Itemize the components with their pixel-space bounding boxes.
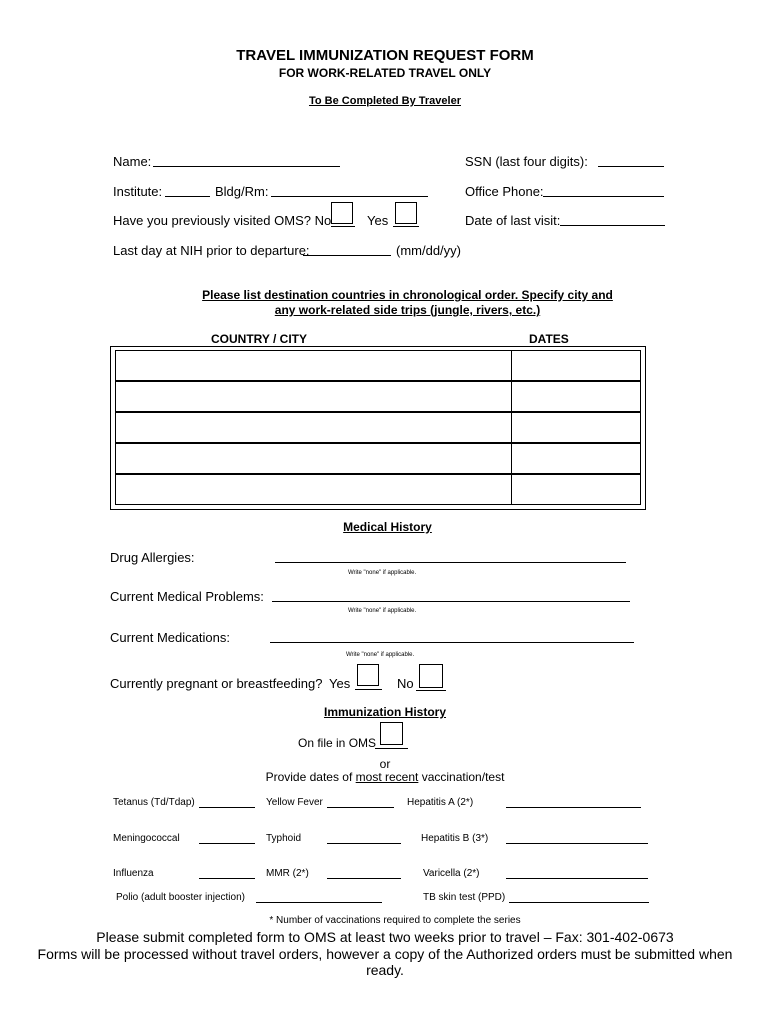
dates-cell[interactable] [511, 382, 640, 411]
table-row [115, 350, 641, 381]
provide-dates-label [0, 770, 770, 784]
last-visit-field[interactable] [560, 225, 665, 226]
destinations-instruction-2: any work-related side trips (jungle, rivers, etc.) [274, 303, 541, 317]
date-format-hint: (mm/dd/yy) [396, 243, 461, 258]
provide-emphasis: most recent [355, 770, 419, 784]
meningococcal-date-field[interactable] [199, 843, 255, 844]
medications-none-hint: Write "none" if applicable. [346, 652, 415, 658]
yellow-fever-label: Yellow Fever [266, 797, 323, 808]
institute-label: Institute: [113, 184, 163, 199]
varicella-date-field[interactable] [506, 878, 648, 879]
country-city-cell[interactable] [116, 444, 510, 473]
influenza-date-field[interactable] [199, 878, 255, 879]
country-city-cell[interactable] [116, 413, 510, 442]
form-title: TRAVEL IMMUNIZATION REQUEST FORM [236, 47, 534, 64]
country-city-cell[interactable] [116, 382, 510, 411]
dates-cell[interactable] [511, 351, 640, 380]
immunization-history-heading: Immunization History [323, 705, 446, 719]
visited-no-underline [331, 226, 355, 227]
mmr-date-field[interactable] [327, 878, 401, 879]
table-row [115, 412, 641, 443]
influenza-label: Influenza [113, 868, 154, 879]
bldg-field[interactable] [271, 196, 428, 197]
tetanus-date-field[interactable] [199, 807, 255, 808]
polio-label: Polio (adult booster injection) [116, 892, 245, 903]
vaccination-footnote: * Number of vaccinations required to complete the series [269, 915, 521, 926]
country-city-cell[interactable] [116, 351, 510, 380]
pregnant-yes-underline [355, 689, 382, 690]
country-city-cell[interactable] [116, 475, 510, 504]
tb-date-field[interactable] [509, 902, 649, 903]
typhoid-date-field[interactable] [327, 843, 401, 844]
form-subtitle: FOR WORK-RELATED TRAVEL ONLY [278, 66, 492, 80]
visited-no-checkbox[interactable] [331, 202, 353, 224]
ssn-field[interactable] [598, 166, 664, 167]
medical-problems-label: Current Medical Problems: [110, 589, 264, 604]
hep-a-date-field[interactable] [506, 807, 641, 808]
bldg-label: Bldg/Rm: [215, 184, 269, 199]
table-row [115, 443, 641, 474]
pregnant-no-underline [416, 690, 446, 691]
visited-oms-label: Have you previously visited OMS? No [113, 213, 332, 228]
visited-yes-checkbox[interactable] [395, 202, 417, 224]
polio-date-field[interactable] [256, 902, 382, 903]
medical-history-heading: Medical History [343, 520, 432, 534]
dates-cell[interactable] [511, 444, 640, 473]
orders-note-end: ready. [366, 962, 404, 978]
or-label: or [379, 757, 391, 771]
yellow-fever-date-field[interactable] [327, 807, 394, 808]
destinations-instruction-1: Please list destination countries in chronological order. Specify city and [202, 288, 613, 302]
name-field[interactable] [153, 166, 340, 167]
dates-header: DATES [529, 332, 569, 346]
tb-label: TB skin test (PPD) [423, 892, 506, 903]
problems-none-hint: Write "none" if applicable. [348, 608, 417, 614]
country-city-header: COUNTRY / CITY [211, 332, 308, 346]
typhoid-label: Typhoid [266, 833, 302, 844]
institute-field[interactable] [165, 196, 210, 197]
destinations-table [110, 346, 646, 510]
pregnant-yes-checkbox[interactable] [357, 664, 379, 686]
on-file-underline [375, 748, 408, 749]
medical-problems-field[interactable] [272, 601, 630, 602]
last-visit-label: Date of last visit: [465, 213, 561, 228]
table-row [115, 381, 641, 412]
pregnant-label: Currently pregnant or breastfeeding? [110, 676, 323, 691]
pregnant-yes-label: Yes [329, 676, 351, 691]
meningococcal-label: Meningococcal [113, 833, 180, 844]
ssn-label: SSN (last four digits): [465, 154, 588, 169]
name-label: Name: [113, 154, 152, 169]
pregnant-no-checkbox[interactable] [419, 664, 443, 688]
pregnant-no-label: No [397, 676, 414, 691]
traveler-instruction: To Be Completed By Traveler [308, 95, 461, 107]
medications-field[interactable] [270, 642, 634, 643]
dates-cell[interactable] [511, 413, 640, 442]
on-file-checkbox[interactable] [380, 722, 403, 745]
orders-note: Forms will be processed without travel orders, however a copy of the Authorized orders must be submitted when [37, 946, 733, 962]
mmr-label: MMR (2*) [266, 868, 309, 879]
provide-prefix: Provide dates of [265, 770, 356, 784]
visited-yes-underline [393, 226, 419, 227]
last-day-field[interactable] [303, 255, 391, 256]
varicella-label: Varicella (2*) [423, 868, 480, 879]
provide-suffix: vaccination/test [418, 770, 505, 784]
hep-b-label: Hepatitis B (3*) [421, 833, 489, 844]
visited-yes-label: Yes [367, 213, 389, 228]
office-phone-label: Office Phone: [465, 184, 544, 199]
last-day-label: Last day at NIH prior to departure: [113, 243, 310, 258]
office-phone-field[interactable] [543, 196, 664, 197]
drug-allergies-field[interactable] [275, 562, 626, 563]
table-row [115, 474, 641, 505]
hep-a-label: Hepatitis A (2*) [407, 797, 474, 808]
dates-cell[interactable] [511, 475, 640, 504]
allergies-none-hint: Write "none" if applicable. [348, 570, 417, 576]
drug-allergies-label: Drug Allergies: [110, 550, 195, 565]
medications-label: Current Medications: [110, 630, 230, 645]
submission-instructions: Please submit completed form to OMS at least two weeks prior to travel – Fax: 301-402-0673 [96, 929, 674, 945]
tetanus-label: Tetanus (Td/Tdap) [113, 797, 195, 808]
on-file-label: On file in OMS [298, 736, 377, 750]
hep-b-date-field[interactable] [506, 843, 648, 844]
